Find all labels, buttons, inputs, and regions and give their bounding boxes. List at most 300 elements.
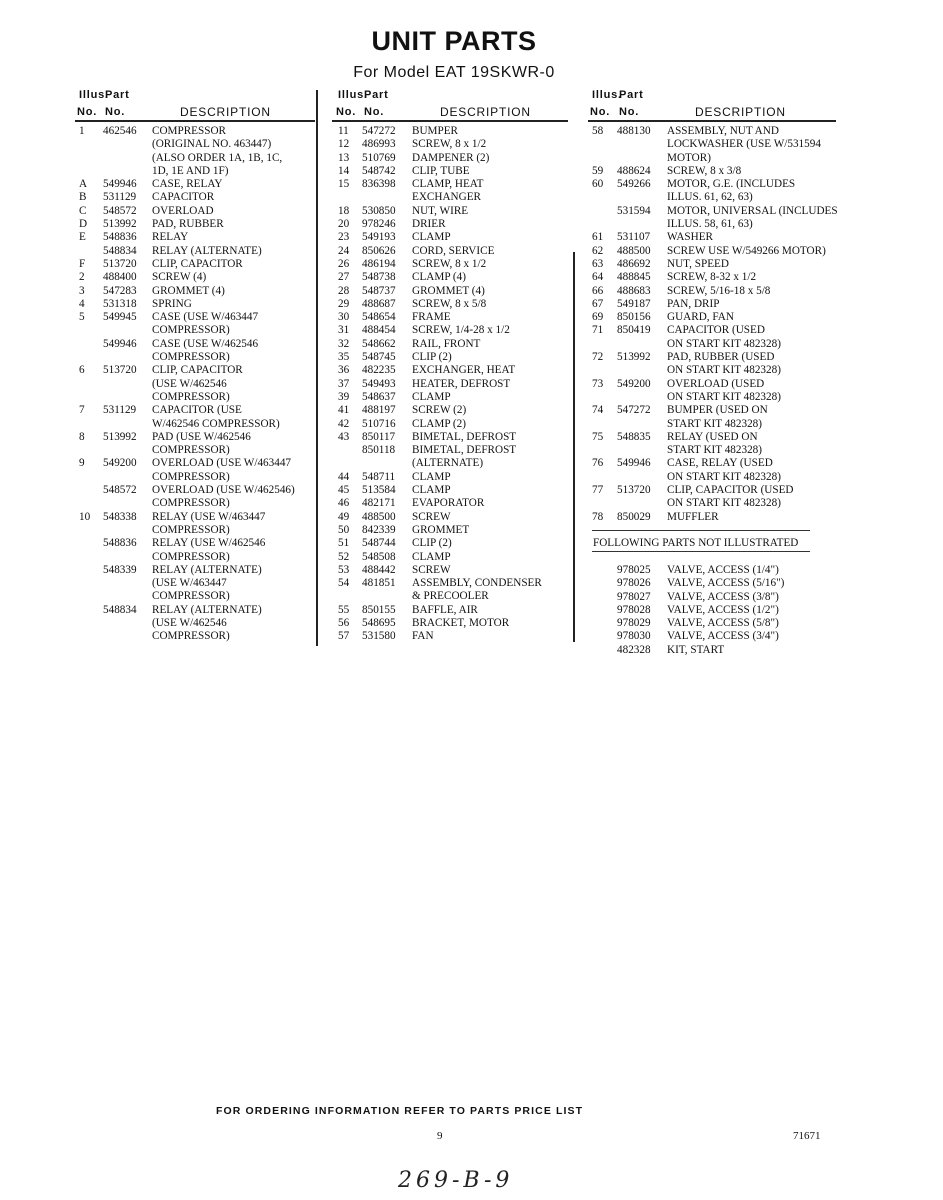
part-number: 513992: [103, 218, 137, 231]
part-description: GROMMET (4): [152, 284, 225, 297]
part-number: 549187: [617, 297, 651, 310]
part-description: VALVE, ACCESS (1/4"): [667, 564, 779, 576]
part-description: OVERLOAD (USE W/462546) COMPRESSOR): [152, 484, 295, 510]
illus-number: 77: [592, 484, 604, 497]
part-description: CLIP, CAPACITOR (USE W/462546 COMPRESSOR): [152, 364, 243, 403]
header-rule: [588, 120, 836, 122]
part-description: RAIL, FRONT: [412, 337, 481, 350]
part-number: 548572: [103, 204, 137, 217]
illus-no-header: No.: [590, 106, 611, 118]
part-number: 547272: [362, 125, 396, 137]
column-divider: [316, 90, 318, 646]
part-number: 549200: [617, 377, 651, 390]
part-number: 531129: [103, 404, 137, 417]
illus-number: 52: [338, 550, 350, 563]
part-number: 488400: [103, 271, 137, 284]
illus-number: 71: [592, 324, 604, 337]
illus-no-header: No.: [77, 106, 98, 118]
part-number: 549945: [103, 311, 137, 324]
description-header: DESCRIPTION: [180, 105, 271, 119]
illus-number: 14: [338, 164, 350, 177]
part-description: SCREW, 8 x 1/2: [412, 138, 487, 151]
part-number: 549946: [103, 178, 137, 191]
part-number: 850156: [617, 311, 651, 324]
part-description: CLAMP (4): [412, 271, 466, 284]
part-no-header: No.: [105, 106, 126, 118]
table-row: [79, 191, 295, 204]
illus-number: 44: [338, 470, 350, 483]
part-description: SCREW (2): [412, 404, 467, 417]
part-description: EXCHANGER, HEAT: [412, 364, 516, 377]
part-description: SCREW, 5/16-18 x 5/8: [667, 284, 771, 297]
illus-number: 6: [79, 364, 85, 377]
illus-number: 74: [592, 404, 604, 417]
part-number: 530850: [362, 204, 396, 217]
header-rule: [332, 120, 568, 122]
part-description: MUFFLER: [667, 510, 719, 523]
table-row: [592, 258, 838, 271]
table-row: [338, 404, 542, 417]
part-description: NUT, WIRE: [412, 204, 469, 217]
part-number: 548711: [362, 470, 396, 483]
part-number: 482328: [617, 643, 651, 656]
part-number: 850419: [617, 324, 651, 337]
part-description: RELAY (ALTERNATE): [152, 244, 262, 257]
part-description: BUMPER (USED ON START KIT 482328): [667, 404, 768, 430]
illus-number: 23: [338, 231, 350, 244]
part-number: 548836: [103, 231, 137, 244]
part-number: 850029: [617, 510, 651, 523]
table-row: [592, 431, 838, 458]
part-number: 513720: [617, 484, 651, 497]
part-description: VALVE, ACCESS (5/8"): [667, 617, 779, 630]
table-row: [617, 564, 784, 577]
illus-number: 4: [79, 297, 85, 310]
part-number: 513720: [103, 257, 137, 270]
table-row: [79, 258, 295, 271]
part-description: PAD (USE W/462546 COMPRESSOR): [152, 430, 251, 457]
header-rule: [75, 120, 315, 122]
part-number: 531129: [103, 191, 137, 204]
part-description: RELAY: [152, 231, 189, 244]
illus-no-header: No.: [336, 106, 357, 118]
part-number: 531580: [362, 630, 396, 643]
part-number: 531594: [617, 204, 651, 217]
table-row: [338, 125, 542, 138]
illus-number: 51: [338, 537, 350, 550]
table-row: [592, 298, 838, 311]
part-number: 547283: [103, 284, 137, 297]
part-header: Part: [105, 89, 130, 101]
part-number: 850626: [362, 244, 396, 257]
part-description: VALVE, ACCESS (1/2"): [667, 603, 779, 616]
table-row: [592, 271, 838, 284]
table-row: [79, 285, 295, 298]
illus-number: 36: [338, 364, 350, 377]
table-row: [338, 604, 542, 617]
part-description: GUARD, FAN: [667, 311, 734, 324]
part-description: CAPACITOR (USE W/462546 COMPRESSOR): [152, 404, 280, 430]
illus-number: 69: [592, 311, 604, 324]
illus-number: 45: [338, 484, 350, 497]
part-no-header: No.: [619, 106, 640, 118]
part-number: 548744: [362, 537, 396, 550]
part-number: 488500: [362, 510, 396, 523]
table-row: [592, 165, 838, 178]
part-number: 836398: [362, 178, 396, 191]
table-row: [592, 324, 838, 351]
part-description: FRAME: [412, 311, 451, 324]
part-description: ASSEMBLY, CONDENSER & PRECOOLER: [412, 577, 542, 603]
part-description: MOTOR, G.E. (INCLUDES ILLUS. 61, 62, 63): [667, 178, 796, 204]
table-row: [592, 285, 838, 298]
part-description: BUMPER: [412, 125, 459, 137]
table-row: [338, 471, 542, 484]
description-header: DESCRIPTION: [695, 105, 786, 119]
part-number: 548572: [103, 484, 137, 497]
part-description: CLIP (2): [412, 351, 452, 364]
table-row: [338, 630, 542, 643]
illus-number: 8: [79, 430, 85, 443]
not-illustrated-list: [617, 564, 784, 657]
table-row: [338, 138, 542, 151]
table-row: [592, 378, 838, 405]
table-row: [338, 511, 542, 524]
part-description: SCREW: [412, 563, 451, 576]
table-row: [592, 511, 838, 524]
page-title: UNIT PARTS: [371, 26, 537, 56]
illus-number: 54: [338, 577, 350, 590]
model-subtitle: For Model EAT 19SKWR-0: [353, 64, 555, 81]
table-row: [79, 245, 295, 258]
part-description: RELAY (USE W/463447 COMPRESSOR): [152, 510, 266, 536]
part-description: CLIP, TUBE: [412, 164, 470, 177]
illus-number: 24: [338, 244, 350, 257]
part-description: CLAMP: [412, 390, 451, 403]
illus-number: 67: [592, 297, 604, 310]
illus-header: Illus.: [79, 89, 109, 101]
table-row: [617, 644, 784, 657]
part-description: OVERLOAD: [152, 204, 214, 217]
table-row: [338, 205, 542, 218]
part-number: 513992: [103, 430, 137, 443]
part-number: 548637: [362, 390, 396, 403]
table-row: [79, 298, 295, 311]
table-row: [617, 591, 784, 604]
part-description: VALVE, ACCESS (5/16"): [667, 577, 785, 590]
part-header: Part: [619, 89, 644, 101]
part-no-header: No.: [364, 106, 385, 118]
part-number: 488442: [362, 563, 396, 576]
handwritten-note: 269-B-9: [398, 1168, 514, 1193]
illus-number: 62: [592, 244, 604, 257]
part-description: BIMETAL, DEFROST (ALTERNATE): [412, 444, 517, 470]
illus-number: 46: [338, 497, 350, 510]
illus-number: 64: [592, 271, 604, 284]
part-number: 549266: [617, 178, 651, 191]
not-illustrated-heading: FOLLOWING PARTS NOT ILLUSTRATED: [593, 537, 799, 549]
part-description: CAPACITOR: [152, 191, 215, 204]
table-row: [338, 524, 542, 537]
divider: [592, 530, 810, 531]
table-row: [338, 152, 542, 165]
part-description: EVAPORATOR: [412, 497, 485, 510]
table-row: [338, 391, 542, 404]
illus-number: 35: [338, 351, 350, 364]
document-code: 71671: [793, 1130, 821, 1142]
table-row: [592, 311, 838, 324]
illus-number: 60: [592, 178, 604, 191]
part-number: 510716: [362, 417, 396, 430]
table-row: [79, 338, 295, 365]
divider: [592, 551, 810, 552]
part-description: SCREW (4): [152, 271, 207, 284]
illus-number: 61: [592, 231, 604, 244]
part-description: CASE (USE W/462546 COMPRESSOR): [152, 337, 259, 364]
illus-number: 32: [338, 337, 350, 350]
illus-number: 5: [79, 311, 85, 324]
table-row: [338, 231, 542, 244]
table-row: [338, 165, 542, 178]
part-number: 549946: [617, 457, 651, 470]
illus-number: 55: [338, 603, 350, 616]
part-description: SCREW, 1/4-28 x 1/2: [412, 324, 510, 337]
illus-number: 29: [338, 297, 350, 310]
part-description: CLIP (2): [412, 537, 452, 550]
part-description: WASHER: [667, 231, 713, 244]
table-row: [79, 125, 295, 178]
part-number: 488197: [362, 404, 396, 417]
table-row: [79, 231, 295, 244]
illus-number: 56: [338, 616, 350, 629]
illus-number: 73: [592, 377, 604, 390]
table-row: [338, 378, 542, 391]
table-row: [79, 511, 295, 538]
part-number: 548737: [362, 284, 396, 297]
illus-number: 3: [79, 284, 85, 297]
parts-list: [79, 125, 295, 644]
table-row: [79, 205, 295, 218]
parts-list: [592, 125, 838, 524]
table-row: [338, 617, 542, 630]
table-row: [338, 551, 542, 564]
part-number: 513584: [362, 484, 396, 497]
part-number: 549193: [362, 231, 396, 244]
table-row: [617, 630, 784, 643]
table-row: [617, 577, 784, 590]
description-header: DESCRIPTION: [440, 105, 531, 119]
illus-number: 1: [79, 125, 85, 137]
part-number: 531107: [617, 231, 651, 244]
part-description: SCREW: [412, 510, 451, 523]
illus-number: 39: [338, 390, 350, 403]
table-row: [592, 404, 838, 431]
table-row: [338, 245, 542, 258]
part-number: 488130: [617, 125, 651, 137]
illus-number: E: [79, 231, 86, 244]
part-description: COMPRESSOR (ORIGINAL NO. 463447) (ALSO ORDER 1A, 1B, 1C, 1D, 1E AND 1F): [152, 125, 283, 177]
illus-number: 2: [79, 271, 85, 284]
part-description: CORD, SERVICE: [412, 244, 495, 257]
part-number: 488687: [362, 297, 396, 310]
part-number: 488845: [617, 271, 651, 284]
part-description: CLAMP: [412, 231, 451, 244]
part-number: 548508: [362, 550, 396, 563]
illus-number: C: [79, 204, 87, 217]
part-number: 488500: [617, 244, 651, 257]
part-number: 978029: [617, 617, 651, 630]
part-number: 978026: [617, 577, 651, 590]
illus-number: A: [79, 178, 88, 191]
part-number: 488683: [617, 284, 651, 297]
parts-list: [338, 125, 542, 644]
part-number: 548738: [362, 271, 396, 284]
part-description: DRIER: [412, 218, 446, 231]
table-row: [338, 418, 542, 431]
part-description: RELAY (USE W/462546 COMPRESSOR): [152, 537, 266, 563]
part-number: 978030: [617, 630, 651, 643]
table-row: [79, 404, 295, 431]
part-number: 482171: [362, 497, 396, 510]
part-number: 486993: [362, 138, 396, 151]
part-number: 548339: [103, 563, 137, 576]
part-number: 548834: [103, 603, 137, 616]
part-number: 462546: [103, 125, 137, 137]
part-description: BAFFLE, AIR: [412, 603, 478, 616]
part-number: 548742: [362, 164, 396, 177]
table-row: [79, 484, 295, 511]
part-number: 548662: [362, 337, 396, 350]
part-number: 488624: [617, 164, 651, 177]
part-description: CASE (USE W/463447 COMPRESSOR): [152, 311, 259, 337]
illus-number: 11: [338, 125, 349, 137]
table-row: [338, 497, 542, 510]
illus-number: 78: [592, 510, 604, 523]
table-row: [338, 351, 542, 364]
part-description: PAD, RUBBER (USED ON START KIT 482328): [667, 351, 781, 377]
table-row: [592, 231, 838, 244]
table-row: [592, 125, 838, 165]
table-row: [592, 245, 838, 258]
illus-number: 28: [338, 284, 350, 297]
part-number: 978246: [362, 218, 396, 231]
part-description: BIMETAL, DEFROST: [412, 430, 517, 443]
part-description: GROMMET: [412, 523, 470, 536]
illus-number: 31: [338, 324, 350, 337]
part-description: SCREW, 8 x 1/2: [412, 257, 487, 270]
table-row: [592, 351, 838, 378]
part-number: 513720: [103, 364, 137, 377]
part-number: 548836: [103, 537, 137, 550]
part-number: 486194: [362, 257, 396, 270]
part-description: OVERLOAD (USE W/463447 COMPRESSOR): [152, 457, 292, 483]
table-row: [338, 178, 542, 205]
table-row: [338, 271, 542, 284]
table-row: [338, 338, 542, 351]
table-row: [592, 457, 838, 484]
illus-number: 75: [592, 430, 604, 443]
part-description: CLAMP: [412, 484, 451, 497]
table-row: [338, 577, 542, 604]
table-row: [79, 311, 295, 338]
part-number: 850118: [362, 444, 396, 457]
illus-number: 9: [79, 457, 85, 470]
part-number: 549200: [103, 457, 137, 470]
part-number: 549493: [362, 377, 396, 390]
table-row: [338, 285, 542, 298]
part-description: DAMPENER (2): [412, 151, 490, 164]
part-description: NUT, SPEED: [667, 257, 729, 270]
part-number: 488454: [362, 324, 396, 337]
column-divider: [573, 252, 575, 642]
part-number: 850155: [362, 603, 396, 616]
part-description: SCREW, 8 x 5/8: [412, 297, 487, 310]
part-number: 513992: [617, 351, 651, 364]
illus-number: D: [79, 218, 88, 231]
illus-number: 42: [338, 417, 350, 430]
illus-number: 10: [79, 510, 91, 523]
table-row: [338, 324, 542, 337]
part-description: SPRING: [152, 297, 192, 310]
illus-number: 13: [338, 151, 350, 164]
illus-number: 57: [338, 630, 350, 643]
table-row: [592, 484, 838, 511]
illus-number: 76: [592, 457, 604, 470]
part-description: CLIP, CAPACITOR: [152, 257, 243, 270]
table-row: [79, 431, 295, 458]
part-description: SCREW USE W/549266 MOTOR): [667, 244, 826, 257]
illus-number: 30: [338, 311, 350, 324]
table-row: [338, 444, 542, 471]
table-row: [592, 178, 838, 205]
illus-number: 66: [592, 284, 604, 297]
ordering-note: FOR ORDERING INFORMATION REFER TO PARTS PRICE LIST: [216, 1105, 584, 1117]
illus-number: 27: [338, 271, 350, 284]
illus-header: Illus.: [592, 89, 622, 101]
part-number: 548834: [103, 244, 137, 257]
part-description: RELAY (ALTERNATE) (USE W/463447 COMPRESSOR): [152, 563, 262, 603]
table-row: [79, 604, 295, 644]
part-number: 482235: [362, 364, 396, 377]
part-description: MOTOR, UNIVERSAL (INCLUDES ILLUS. 58, 61, 63): [667, 204, 838, 231]
part-description: KIT, START: [667, 643, 725, 656]
illus-number: F: [79, 257, 86, 270]
part-description: BRACKET, MOTOR: [412, 616, 510, 629]
part-number: 978025: [617, 564, 651, 576]
part-number: 548745: [362, 351, 396, 364]
illus-header: Illus.: [338, 89, 368, 101]
part-description: HEATER, DEFROST: [412, 377, 511, 390]
table-row: [338, 431, 542, 444]
illus-number: 12: [338, 138, 350, 151]
part-description: CAPACITOR (USED ON START KIT 482328): [667, 324, 781, 350]
illus-number: 18: [338, 204, 350, 217]
illus-number: 37: [338, 377, 350, 390]
part-description: GROMMET (4): [412, 284, 485, 297]
table-row: [338, 258, 542, 271]
part-description: SCREW, 8 x 3/8: [667, 164, 742, 177]
part-number: 548654: [362, 311, 396, 324]
part-number: 486692: [617, 257, 651, 270]
illus-number: 15: [338, 178, 350, 191]
part-description: CLIP, CAPACITOR (USED ON START KIT 482328): [667, 484, 794, 510]
part-description: RELAY (USED ON START KIT 482328): [667, 430, 762, 457]
part-description: OVERLOAD (USED ON START KIT 482328): [667, 377, 781, 403]
table-row: [592, 205, 838, 232]
illus-number: 7: [79, 404, 85, 417]
table-row: [338, 484, 542, 497]
part-description: CASE, RELAY (USED ON START KIT 482328): [667, 457, 781, 483]
